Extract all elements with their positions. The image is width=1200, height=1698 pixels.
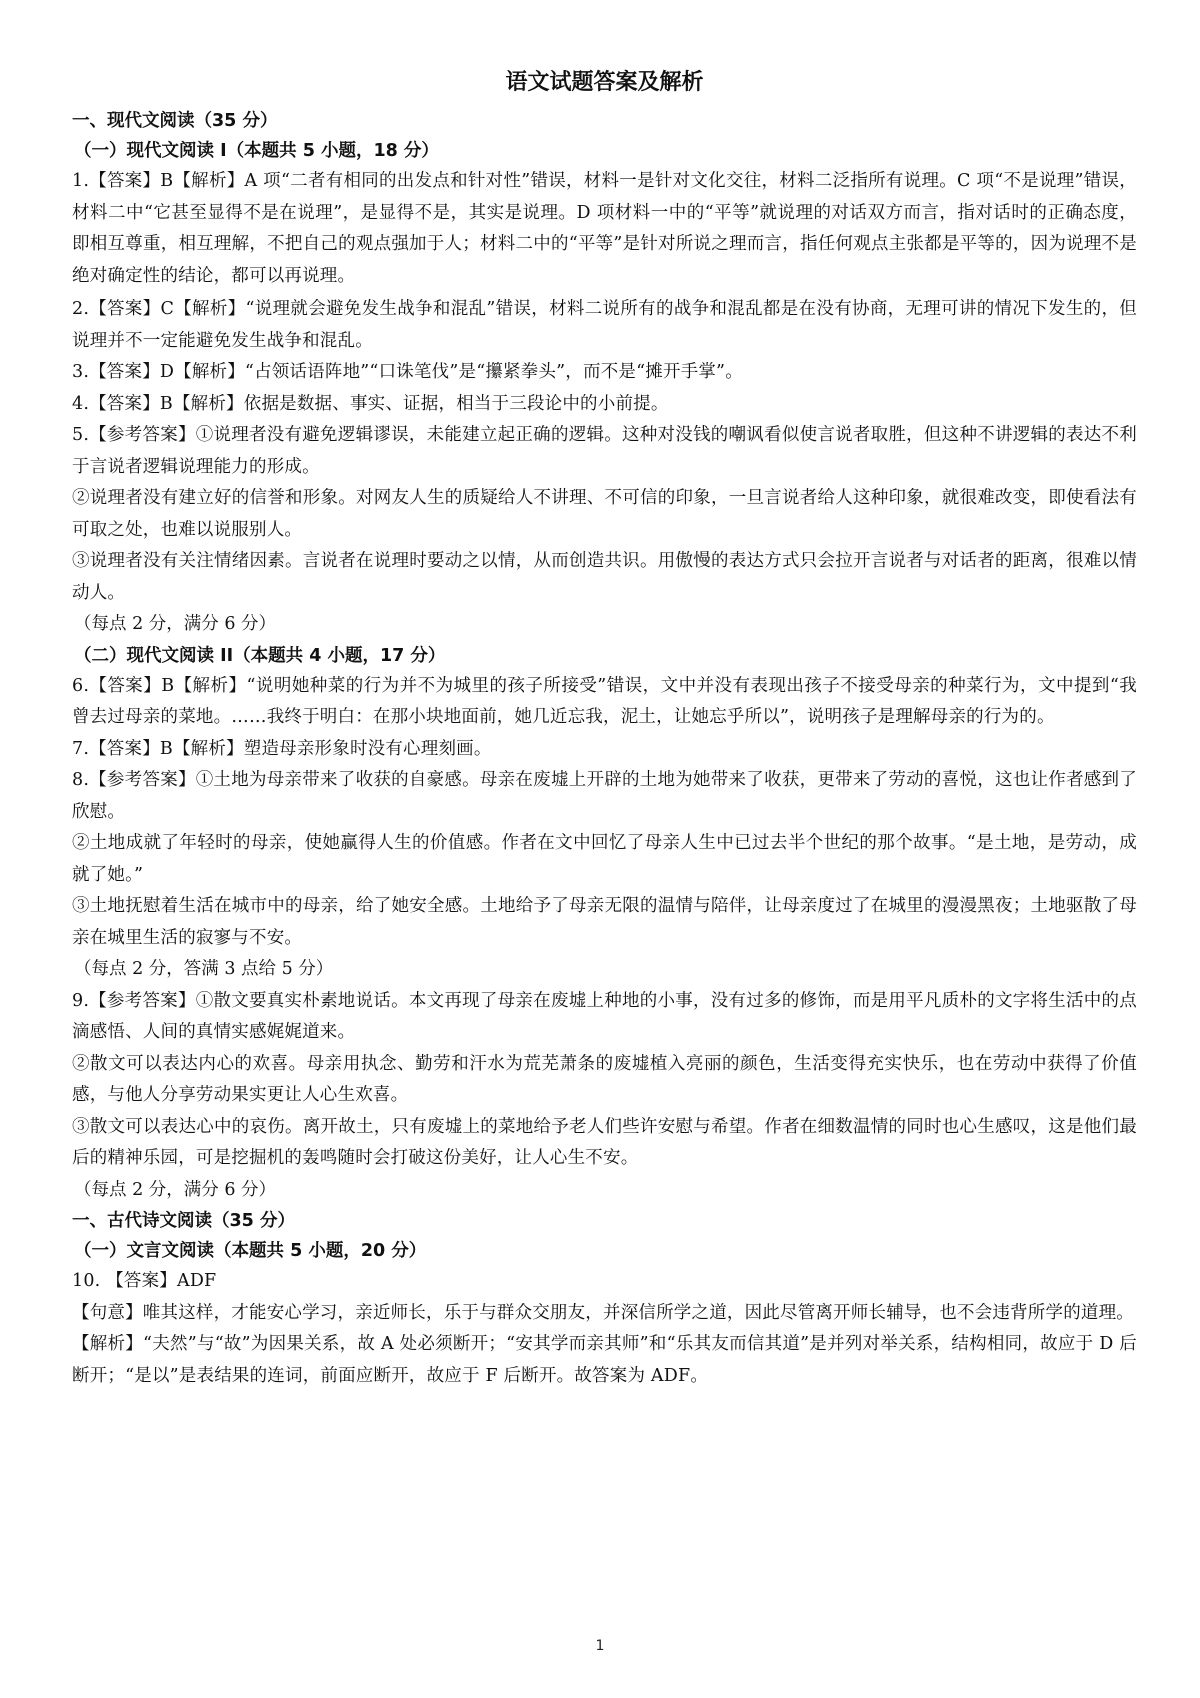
answer-q10: 10. 【答案】ADF — [72, 1271, 217, 1291]
answer-q3: 3.【答案】D【解析】“占领话语阵地”“口诛笔伐”是“攥紧拳头”，而不是“摊开手掌”。 — [72, 362, 743, 382]
answer-q8-point-2: ②土地成就了年轻时的母亲，使她赢得人生的价值感。作者在文中回忆了母亲人生中已过去半个世纪的那个故事。“是土地，是劳动，成就了她。” — [72, 833, 1137, 885]
section-heading-modern-reading: 一、现代文阅读（35 分） — [72, 111, 278, 131]
answer-q2: 2.【答案】C【解析】“说理就会避免发生战争和混乱”错误，材料二说所有的战争和混乱都是在没有协商，无理可讲的情况下发生的，但说理并不一定能避免发生战争和混乱。 — [72, 299, 1137, 351]
answer-q5-point-3: ③说理者没有关注情绪因素。言说者在说理时要动之以情，从而创造共识。用傲慢的表达方式只会拉开言说者与对话者的距离，很难以情动人。 — [72, 551, 1137, 603]
answer-q5-scoring-note: （每点 2 分，满分 6 分） — [74, 614, 277, 634]
answer-q8-point-1: 8.【参考答案】①土地为母亲带来了收获的自豪感。母亲在废墟上开辟的土地为她带来了收获，更带来了劳动的喜悦，这也让作者感到了欣慰。 — [72, 770, 1137, 822]
section-heading-classical-reading: 一、古代诗文阅读（35 分） — [72, 1211, 295, 1231]
answer-q1: 1.【答案】B【解析】A 项“二者有相同的出发点和针对性”错误，材料一是针对文化交往，材料二泛指所有说理。C 项“不是说理”错误，材料二中“它甚至显得不是在说理”，是显得不是，其实是说理。D 项材料一中的“平等”就说理的对话双方而言，指对话时的正确态度，即相互尊重，相互理解，不把自己的观点强加于人；材料二中的“平等”是针对所说之理而言，指任何观点主张都是平等的，因为说理不是绝对确定性的结论，都可以再说理。 — [72, 171, 1137, 286]
answer-q7: 7.【答案】B【解析】塑造母亲形象时没有心理刻画。 — [72, 738, 492, 759]
page-number: 1 — [595, 1638, 605, 1654]
subsection-heading-modern-reading-1: （一）现代文阅读 I（本题共 5 小题，18 分） — [74, 141, 439, 161]
answer-q9-point-1: 9.【参考答案】①散文要真实朴素地说话。本文再现了母亲在废墟上种地的小事，没有过多的修饰，而是用平凡质朴的文字将生活中的点滴感悟、人间的真情实感娓娓道来。 — [72, 990, 1137, 1042]
answer-q8-scoring-note: （每点 2 分，答满 3 点给 5 分） — [74, 959, 334, 979]
answer-q8-point-3: ③土地抚慰着生活在城市中的母亲，给了她安全感。土地给予了母亲无限的温情与陪伴，让母亲度过了在城里的漫漫黑夜；土地驱散了母亲在城里生活的寂寥与不安。 — [72, 896, 1137, 948]
answer-q9-point-2: ②散文可以表达内心的欢喜。母亲用执念、勤劳和汗水为荒芜萧条的废墟植入亮丽的颜色，生活变得充实快乐，也在劳动中获得了价值感，与他人分享劳动果实更让人心生欢喜。 — [72, 1053, 1137, 1105]
answer-q10-analysis: 【解析】“夫然”与“故”为因果关系，故 A 处必须断开；“安其学而亲其师”和“乐其友而信其道”是并列对举关系，结构相同，故应于 D 后断开；“是以”是表结果的连词，前面应断开，故应于 F 后断开。故答案为 ADF。 — [72, 1334, 1137, 1386]
answer-q6: 6.【答案】B【解析】“说明她种菜的行为并不为城里的孩子所接受”错误，文中并没有表现出孩子不接受母亲的种菜行为，文中提到“我曾去过母亲的菜地。……我终于明白：在那小块地面前，她几近忘我，泥土，让她忘乎所以”，说明孩子是理解母亲的行为的。 — [72, 675, 1137, 727]
answer-q4: 4.【答案】B【解析】依据是数据、事实、证据，相当于三段论中的小前提。 — [72, 393, 669, 414]
answer-q10-meaning: 【句意】唯其这样，才能安心学习，亲近师长，乐于与群众交朋友，并深信所学之道，因此尽管离开师长辅导，也不会违背所学的道理。 — [72, 1302, 1134, 1323]
answer-q5-point-2: ②说理者没有建立好的信誉和形象。对网友人生的质疑给人不讲理、不可信的印象，一旦言说者给人这种印象，就很难改变，即使看法有可取之处，也难以说服别人。 — [72, 488, 1137, 540]
subsection-heading-classical-prose: （一）文言文阅读（本题共 5 小题，20 分） — [74, 1241, 427, 1261]
subsection-heading-modern-reading-2: （二）现代文阅读 II（本题共 4 小题，17 分） — [74, 645, 446, 666]
document-title: 语文试题答案及解析 — [505, 70, 704, 95]
document-page — [72, 66, 1137, 1392]
answer-q5-point-1: 5.【参考答案】①说理者没有避免逻辑谬误，未能建立起正确的逻辑。这种对没钱的嘲讽看似使言说者取胜，但这种不讲逻辑的表达不利于言说者逻辑说理能力的形成。 — [72, 425, 1137, 477]
answer-q9-point-3: ③散文可以表达心中的哀伤。离开故土，只有废墟上的菜地给予老人们些许安慰与希望。作者在细数温情的同时也心生感叹，这是他们最后的精神乐园，可是挖掘机的轰鸣随时会打破这份美好，让人心生不安。 — [72, 1116, 1137, 1168]
answer-q9-scoring-note: （每点 2 分，满分 6 分） — [74, 1179, 277, 1200]
